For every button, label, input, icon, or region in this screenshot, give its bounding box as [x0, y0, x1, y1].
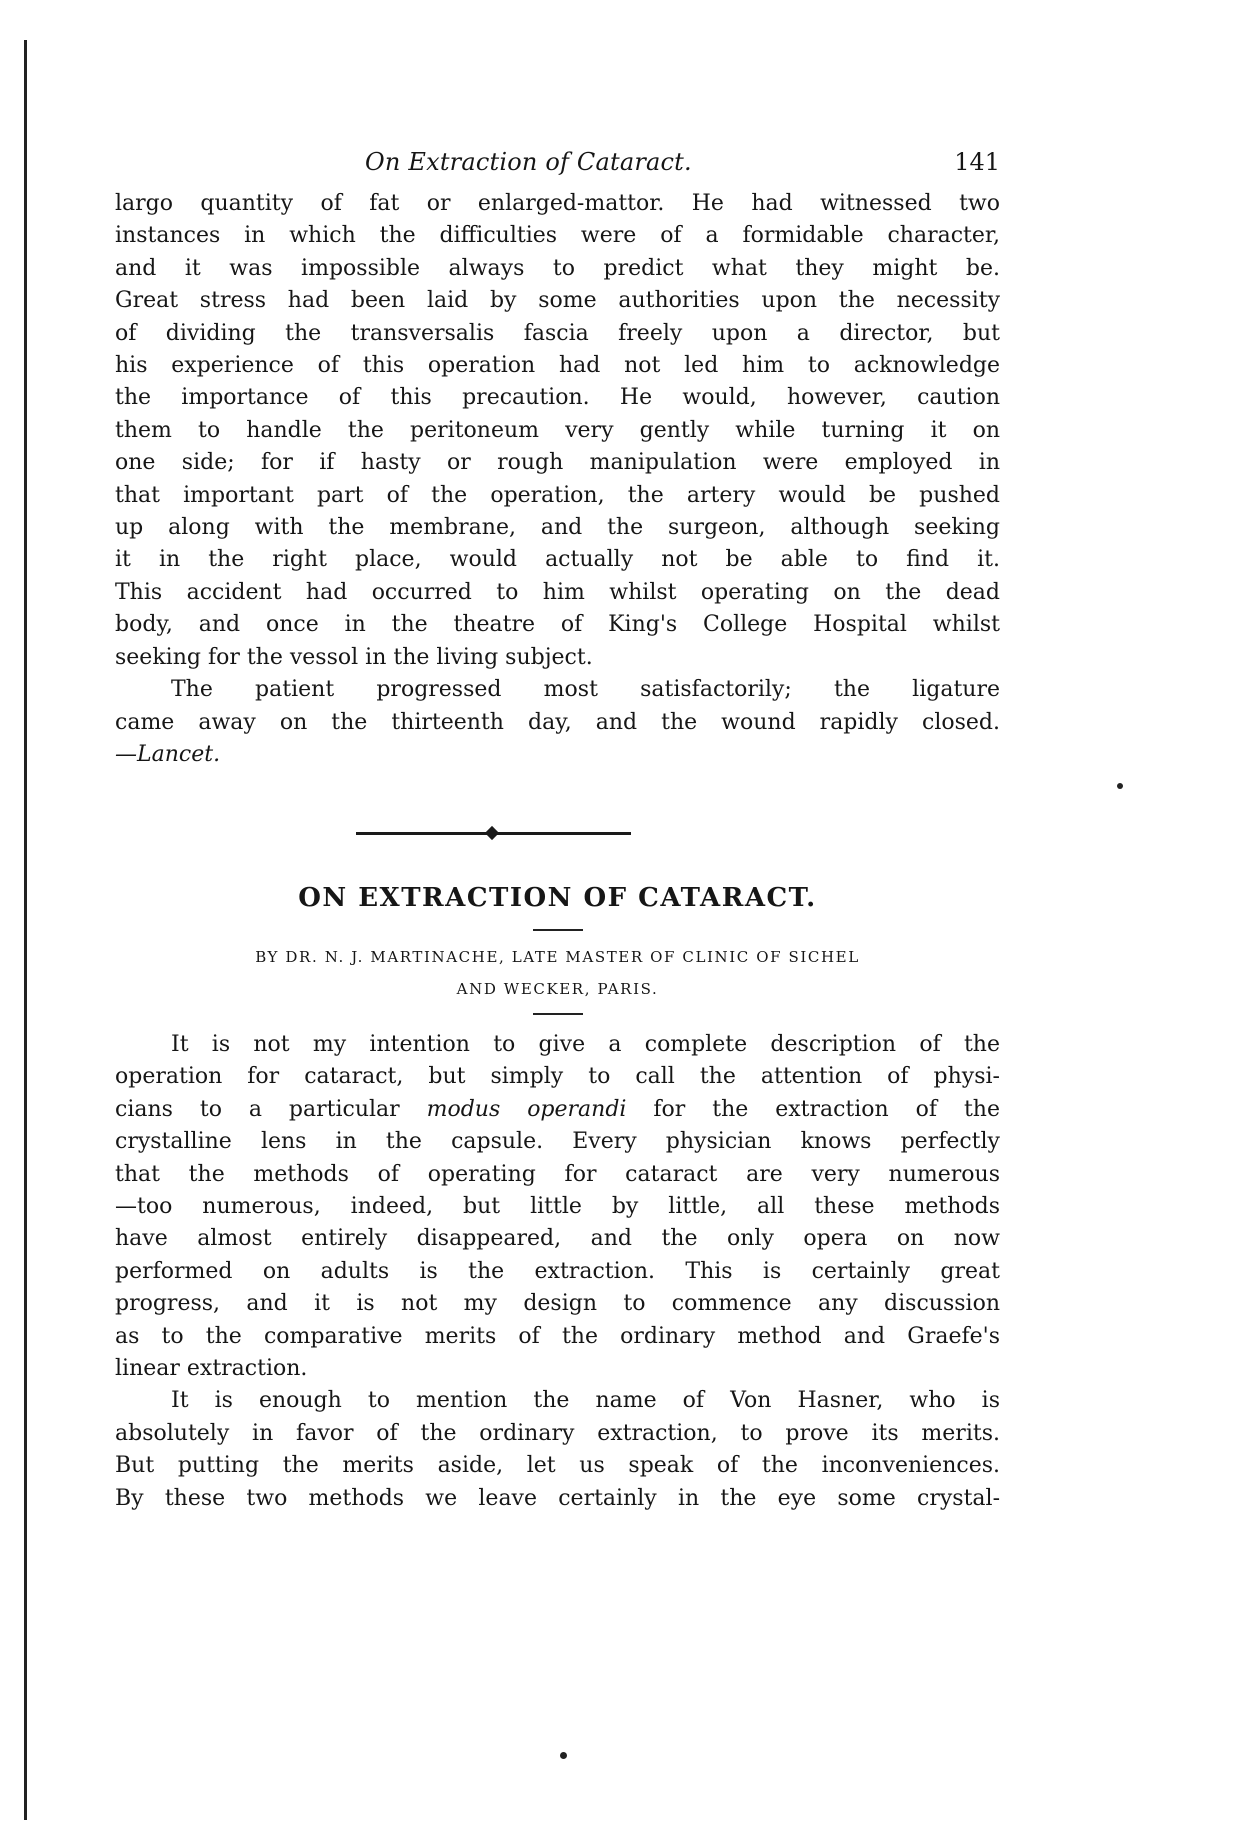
- text-line: that the methods of operating for cataract are very numerous: [115, 1161, 1000, 1187]
- italic-phrase: modus operandi: [426, 1096, 627, 1122]
- text-line: It is not my intention to give a complete description of the: [171, 1031, 1000, 1057]
- article-body: [115, 1029, 1000, 1515]
- byline-rule: [533, 1013, 583, 1015]
- text-line: This accident had occurred to him whilst operating on the dead: [115, 579, 1000, 605]
- text-run: cians to a particular: [115, 1096, 427, 1122]
- running-head-title: On Extraction of Cataract.: [365, 148, 692, 176]
- text-line: Great stress had been laid by some authorities upon the necessity: [115, 288, 1000, 314]
- text-line: of dividing the transversalis fascia freely upon a director, but: [115, 320, 1000, 346]
- text-line: one side; for if hasty or rough manipulation were employed in: [115, 450, 1000, 476]
- text-line: The patient progressed most satisfactorily; the ligature: [171, 677, 1000, 703]
- text-line: that important part of the operation, the artery would be pushed: [115, 482, 1000, 508]
- text-line: seeking for the vessol in the living subject.: [115, 644, 593, 670]
- text-line: progress, and it is not my design to commence any discussion: [115, 1291, 1000, 1317]
- text-line: It is enough to mention the name of Von Hasner, who is: [171, 1388, 1000, 1414]
- byline-line: AND WECKER, PARIS.: [456, 979, 659, 998]
- text-line: By these two methods we leave certainly in the eye some crystal-: [115, 1485, 1000, 1511]
- text-line: them to handle the peritoneum very gently while turning it on: [115, 417, 1000, 443]
- text-line: performed on adults is the extraction. This is certainly great: [115, 1258, 1000, 1284]
- text-line: —too numerous, indeed, but little by little, all these methods: [115, 1193, 1000, 1219]
- print-speck: [1117, 783, 1123, 789]
- binding-edge-rule: [24, 40, 27, 1820]
- text-line: crystalline lens in the capsule. Every physician knows perfectly: [115, 1129, 1000, 1155]
- text-line: as to the comparative merits of the ordinary method and Graefe's: [115, 1323, 1000, 1349]
- text-line: the importance of this precaution. He would, however, caution: [115, 385, 1000, 411]
- article-paragraph-1: [115, 1029, 1000, 1385]
- text-line: But putting the merits aside, let us speak of the inconveniences.: [115, 1453, 1000, 1479]
- text-line: instances in which the difficulties were of a formidable character,: [115, 223, 1000, 249]
- text-line: up along with the membrane, and the surgeon, although seeking: [115, 515, 1000, 541]
- text-run: for the extraction of the: [626, 1096, 1000, 1122]
- byline-line: BY DR. N. J. MARTINACHE, LATE MASTER OF CLINIC OF SICHEL: [255, 947, 860, 966]
- text-line: largo quantity of fat or enlarged-mattor. He had witnessed two: [115, 191, 1000, 216]
- text-line: his experience of this operation had not led him to acknowledge: [115, 353, 1000, 379]
- continued-paragraph-1: [115, 188, 1000, 674]
- text-line: and it was impossible always to predict what they might be.: [115, 255, 1000, 281]
- book-page: [115, 148, 1000, 1515]
- continued-paragraph-2: [115, 674, 1000, 739]
- byline: [115, 941, 1000, 1005]
- source-signoff: —Lancet.: [115, 741, 221, 767]
- continued-article: [115, 188, 1000, 771]
- page-number: 141: [954, 148, 1000, 176]
- text-line: [115, 1094, 1000, 1126]
- text-line: body, and once in the theatre of King's College Hospital whilst: [115, 612, 1000, 638]
- print-speck: [560, 1752, 567, 1759]
- article-title: ON EXTRACTION OF CATARACT.: [298, 882, 817, 913]
- title-rule: [533, 929, 583, 931]
- running-head: [115, 148, 1000, 188]
- text-line: operation for cataract, but simply to call the attention of physi-: [115, 1064, 1000, 1090]
- text-line: have almost entirely disappeared, and the only opera on now: [115, 1226, 1000, 1252]
- text-line: absolutely in favor of the ordinary extraction, to prove its merits.: [115, 1420, 1000, 1446]
- text-line: it in the right place, would actually not be able to find it.: [115, 547, 1000, 573]
- text-line: linear extraction.: [115, 1355, 308, 1381]
- section-divider-ornament: [115, 771, 1000, 881]
- divider-diamond-icon: [485, 826, 499, 840]
- article-paragraph-2: [115, 1385, 1000, 1515]
- text-line: came away on the thirteenth day, and the wound rapidly closed.: [115, 709, 1000, 735]
